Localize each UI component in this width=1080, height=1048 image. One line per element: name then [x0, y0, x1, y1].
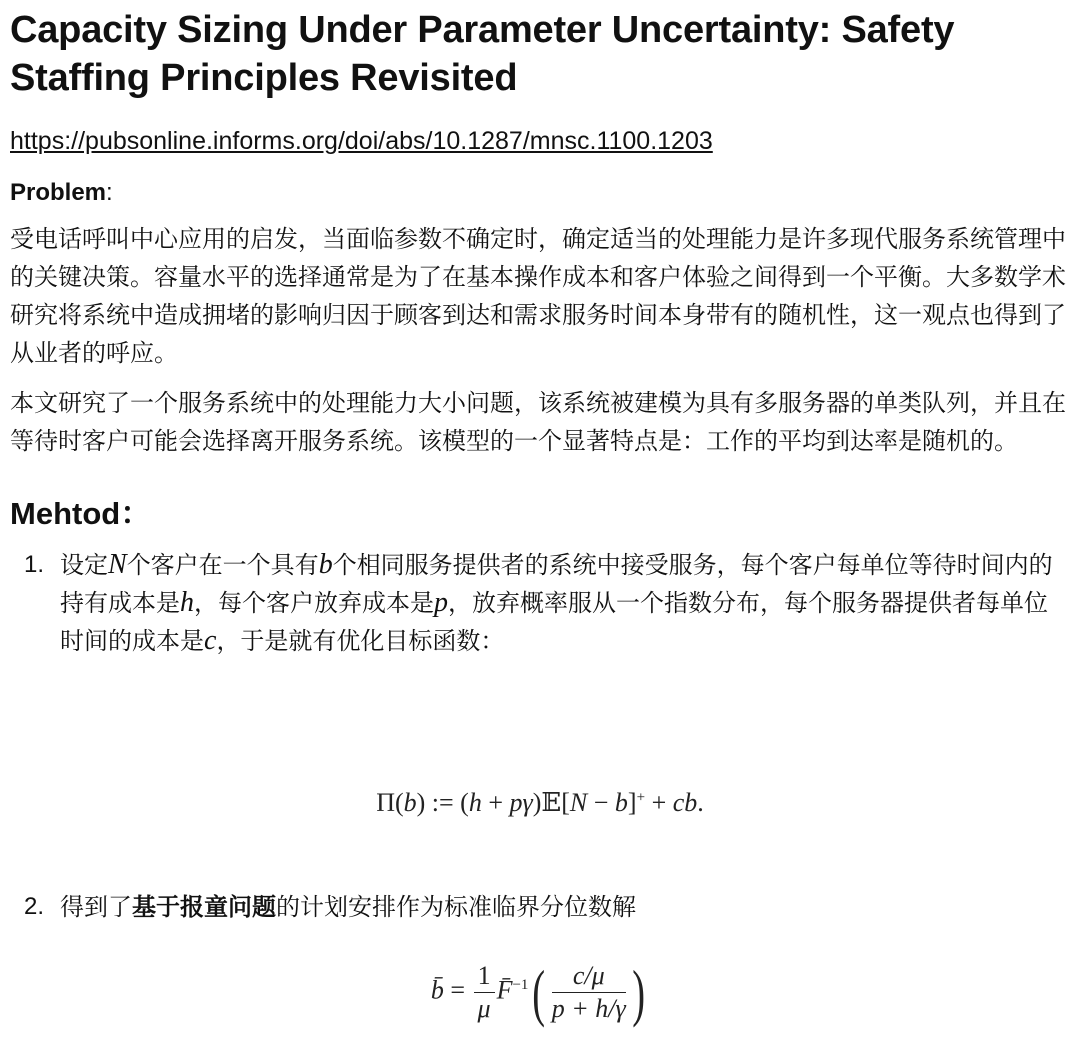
formula-part: b [403, 788, 417, 817]
method-item-text: ，放弃概率服从一个指数分布，每个服务器提供者每单位时间的成本是 [60, 589, 1048, 655]
formula-fraction [474, 960, 495, 1025]
method-item-text: 个相同服务提供者的系统中接受服务，每个客户每单位等待时间内的持有成本是 [60, 551, 1053, 617]
article-title: Capacity Sizing Under Parameter Uncertainty: Safety Staffing Principles Revisited [10, 9, 955, 99]
fraction-numerator: 1 [474, 960, 495, 993]
formula-part: − [587, 788, 615, 817]
problem-label-text: Problem [10, 179, 107, 206]
method-item-text: ，每个客户放弃成本是 [194, 589, 434, 617]
method-item-text: 得到了 [60, 893, 132, 921]
quantile-formula [0, 956, 1080, 1028]
problem-label [10, 178, 1070, 208]
method-item-text: 设定 [60, 551, 108, 579]
problem-label-colon: : [106, 179, 113, 206]
formula-part: = [443, 975, 472, 1005]
formula-fraction [552, 960, 626, 1025]
fraction-denominator: p + h/γ [551, 994, 626, 1023]
method-item-text: 的计划安排作为标准临界分位数解 [276, 893, 636, 921]
formula-superscript: −1 [512, 976, 529, 993]
math-variable: b [318, 549, 333, 580]
formula-part: pγ [509, 788, 533, 817]
method-heading: Mehtod： [10, 496, 152, 531]
formula-part: F̄ [496, 975, 513, 1005]
formula-part: . [697, 788, 704, 817]
method-item-text: ，于是就有优化目标函数： [216, 627, 505, 655]
math-variable: h [180, 587, 194, 618]
math-variable: p [434, 587, 448, 618]
math-variable: c [204, 625, 217, 656]
fraction-numerator: c/μ [552, 960, 626, 993]
formula-part: b [614, 788, 628, 817]
formula-part: Π( [376, 788, 404, 817]
formula-part: ] [627, 788, 637, 817]
article-link[interactable]: https://pubsonline.informs.org/doi/abs/10.1287/mnsc.1100.1203 [10, 127, 713, 155]
method-item-1 [10, 546, 1070, 660]
formula-part: N [569, 788, 588, 817]
fraction-denominator: μ [477, 994, 491, 1023]
formula-part: cb [672, 788, 698, 817]
problem-paragraph-2: 本文研究了一个服务系统中的处理能力大小问题，该系统被建模为具有多服务器的单类队列，并且在等待时客户可能会选择离开服务系统。该模型的一个显著特点是：工作的平均到达率是随机的。 [10, 389, 1066, 455]
right-paren: ) [632, 956, 645, 1028]
method-item-number: 1. [24, 551, 45, 578]
method-item-number: 2. [24, 893, 45, 920]
formula-part: + [645, 788, 673, 817]
problem-paragraph-1: 受电话呼叫中心应用的启发，当面临参数不确定时，确定适当的处理能力是许多现代服务系统管理中的关键决策。容量水平的选择通常是为了在基本操作成本和客户体验之间得到一个平衡。大多数学术研究将系统中造成拥堵的影响归因于顾客到达和需求服务时间本身带有的随机性，这一观点也得到了从业者的呼应。 [10, 225, 1066, 367]
formula-part: h [468, 788, 482, 817]
method-item-2 [10, 888, 636, 926]
formula-part: + [481, 788, 510, 817]
formula-part: )𝔼[ [532, 788, 570, 817]
math-variable: N [108, 549, 127, 580]
objective-formula [0, 788, 1080, 818]
method-item-text: 个客户在一个具有 [126, 551, 319, 579]
method-item-bold: 基于报童问题 [132, 893, 276, 921]
left-paren: ( [532, 956, 546, 1028]
formula-superscript: + [636, 789, 646, 806]
formula-part: b̄ [430, 975, 444, 1005]
formula-part: ) := ( [416, 788, 469, 817]
